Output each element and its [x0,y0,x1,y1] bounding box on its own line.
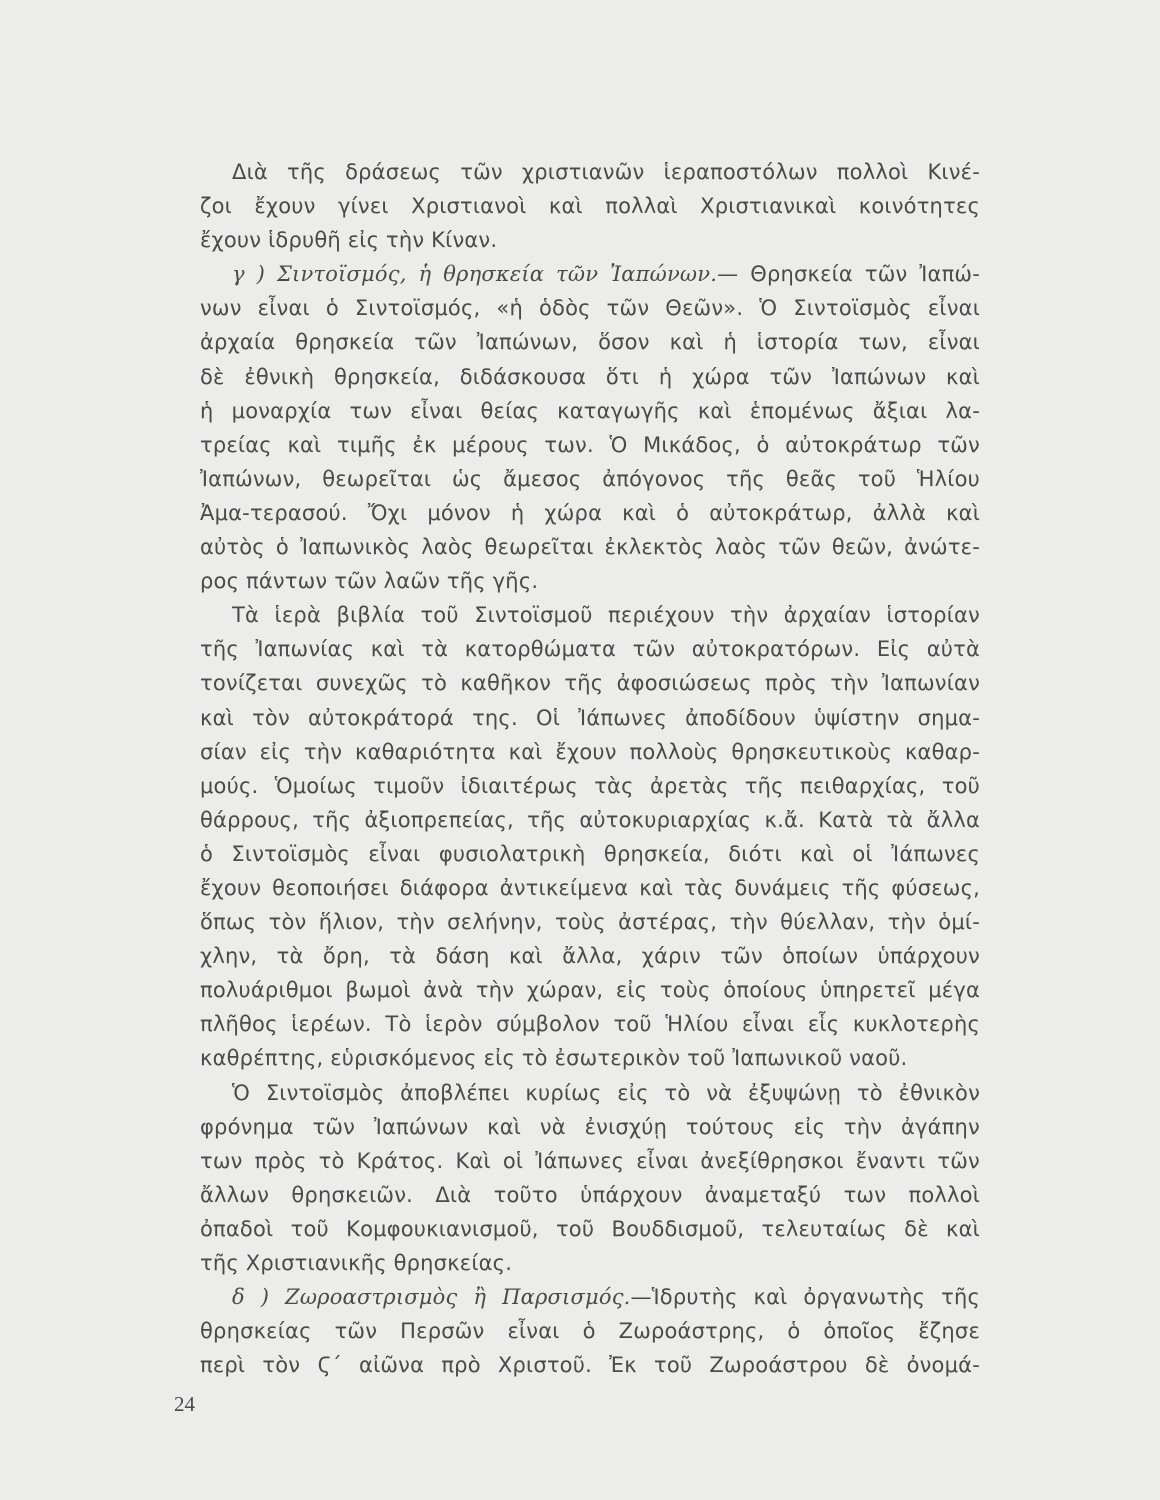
line-text: θρησκείας τῶν Περσῶν εἶναι ὁ Ζωροάστρης, ὁ ὁποῖος ἔζησε [200,1319,980,1344]
line-text: αὐτὸς ὁ Ἰαπωνικὸς λαὸς θεωρεῖται ἐκλεκτὸς λαὸς τῶν θεῶν, ἀνώτε- [200,535,980,560]
text-line [200,189,980,223]
text-line [200,1348,980,1382]
line-text: πλῆθος ἱερέων. Τὸ ἱερὸν σύμβολον τοῦ Ἡλίου εἶναι εἷς κυκλοτερὴς [200,1012,980,1037]
text-line [200,1007,980,1041]
text-line [200,496,980,530]
line-text: τρείας καὶ τιμῆς ἐκ μέρους των. Ὁ Μικάδος, ὁ αὐτοκράτωρ τῶν [200,432,980,457]
line-text: σίαν εἰς τὴν καθαριότητα καὶ ἔχουν πολλοὺς θρησκευτικοὺς καθαρ- [200,739,980,764]
line-text: φρόνημα τῶν Ἰαπώνων καὶ νὰ ἐνισχύῃ τούτους εἰς τὴν ἀγάπην [200,1114,980,1139]
line-text: πολυάριθμοι βωμοὶ ἀνὰ τὴν χώραν, εἰς τοὺς ὁποίους ὑπηρετεῖ μέγα [200,978,980,1003]
line-text: νων εἶναι ὁ Σιντοϊσμός, «ἡ ὁδὸς τῶν Θεῶν». Ὁ Σιντοϊσμὸς εἶναι [200,296,980,321]
text-line [200,1246,980,1280]
page-number: 24 [174,1392,195,1416]
line-text: — Θρησκεία τῶν Ἰαπώ- [717,262,980,287]
line-text: Διὰ τῆς δράσεως τῶν χριστιανῶν ἱεραποστόλων πολλοὶ Κινέ- [232,160,980,184]
text-line [200,666,980,700]
line-text: Ἰαπώνων, θεωρεῖται ὡς ἄμεσος ἀπόγονος τῆς θεᾶς τοῦ Ἡλίου [200,466,980,491]
line-text: ὁ Σιντοϊσμὸς εἶναι φυσιολατρικὴ θρησκεία, διότι καὶ οἱ Ἰάπωνες [200,841,980,866]
line-text: περὶ τὸν Ϛ΄ αἰῶνα πρὸ Χριστοῦ. Ἐκ τοῦ Ζωροάστρου δὲ ὀνομά- [200,1353,980,1378]
line-text: μούς. Ὁμοίως τιμοῦν ἰδιαιτέρως τὰς ἀρετὰς τῆς πειθαρχίας, τοῦ [200,773,980,798]
text-line [200,1110,980,1144]
text-line [200,1212,980,1246]
text-line [200,394,980,428]
line-text: Ὁ Σιντοϊσμὸς ἀποβλέπει κυρίως εἰς τὸ νὰ ἐξυψώνῃ τὸ ἐθνικὸν [232,1080,980,1105]
section-heading: δ ) Ζωροαστρισμὸς ἢ Παρσισμός. [232,1285,631,1310]
text-line [200,325,980,359]
section-heading: γ ) Σιντοϊσμός, ἡ θρησκεία τῶν Ἰαπώνων. [232,262,718,287]
line-text: τονίζεται συνεχῶς τὸ καθῆκον τῆς ἀφοσιώσεως πρὸς τὴν Ἰαπωνίαν [200,671,980,696]
line-text: ὅπως τὸν ἥλιον, τὴν σελήνην, τοὺς ἀστέρας, τὴν θύελλαν, τὴν ὁμί- [200,910,980,935]
line-text: χλην, τὰ ὄρη, τὰ δάση καὶ ἄλλα, χάριν τῶν ὁποίων ὑπάρχουν [200,944,980,969]
line-text: Τὰ ἱερὰ βιβλία τοῦ Σιντοϊσμοῦ περιέχουν τὴν ἀρχαίαν ἱστορίαν [232,603,980,628]
line-text: ἔχουν ἱδρυθῆ εἰς τὴν Κίναν. [200,228,498,253]
line-text: —Ἱδρυτὴς καὶ ὀργανωτὴς τῆς [630,1285,980,1310]
line-text: θάρρους, τῆς ἀξιοπρεπείας, τῆς αὐτοκυριαρχίας κ.ἄ. Κατὰ τὰ ἄλλα [200,807,980,832]
text-line [200,462,980,496]
text-line [200,1076,980,1110]
text-line [200,1144,980,1178]
text-line [200,1314,980,1348]
text-line [200,1178,980,1212]
line-text: ἀρχαία θρησκεία τῶν Ἰαπώνων, ὅσον καὶ ἡ ἱστορία των, εἶναι [200,330,980,355]
text-line [200,530,980,564]
text-line [200,837,980,871]
line-text: Ἀμα-τερασού. Ὄχι μόνον ἡ χώρα καὶ ὁ αὐτοκράτωρ, ἀλλὰ καὶ [200,500,980,525]
line-text: ρος πάντων τῶν λαῶν τῆς γῆς. [200,569,539,594]
text-line [200,939,980,973]
text-line [200,735,980,769]
text-line [200,598,980,632]
text-line [200,905,980,939]
line-text: τῆς Χριστιανικῆς θρησκείας. [200,1251,513,1275]
line-text: ἄλλων θρησκειῶν. Διὰ τοῦτο ὑπάρχουν ἀναμεταξύ των πολλοὶ [200,1182,980,1207]
text-line [200,360,980,394]
text-line [200,428,980,462]
text-line [200,803,980,837]
text-line [200,871,980,905]
text-line [200,257,980,291]
text-line [200,973,980,1007]
line-text: ἡ μοναρχία των εἶναι θείας καταγωγῆς καὶ ἑπομένως ἄξιαι λα- [200,398,980,423]
text-line [200,769,980,803]
line-text: ζοι ἔχουν γίνει Χριστιανοὶ καὶ πολλαὶ Χριστιανικαὶ κοινότητες [200,194,980,219]
line-text: καθρέπτης, εὑρισκόμενος εἰς τὸ ἐσωτερικὸν τοῦ Ἰαπωνικοῦ ναοῦ. [200,1046,908,1071]
text-line [200,701,980,735]
text-line [200,291,980,325]
body-text [200,155,980,1382]
text-line [200,564,980,598]
text-line [200,155,980,189]
line-text: ἔχουν θεοποιήσει διάφορα ἀντικείμενα καὶ τὰς δυνάμεις τῆς φύσεως, [200,875,980,900]
text-line [200,223,980,257]
line-text: δὲ ἐθνικὴ θρησκεία, διδάσκουσα ὅτι ἡ χώρα τῶν Ἰαπώνων καὶ [200,364,980,389]
line-text: ὀπαδοὶ τοῦ Κομφουκιανισμοῦ, τοῦ Βουδδισμοῦ, τελευταίως δὲ καὶ [200,1216,980,1241]
line-text: καὶ τὸν αὐτοκράτορά της. Οἱ Ἰάπωνες ἀποδίδουν ὑψίστην σημα- [200,705,980,730]
line-text: τῆς Ἰαπωνίας καὶ τὰ κατορθώματα τῶν αὐτοκρατόρων. Εἰς αὐτὰ [200,637,980,662]
line-text: των πρὸς τὸ Κράτος. Καὶ οἱ Ἰάπωνες εἶναι ἀνεξίθρησκοι ἔναντι τῶν [200,1148,980,1173]
text-line [200,1041,980,1075]
text-line [200,632,980,666]
text-line [200,1280,980,1314]
